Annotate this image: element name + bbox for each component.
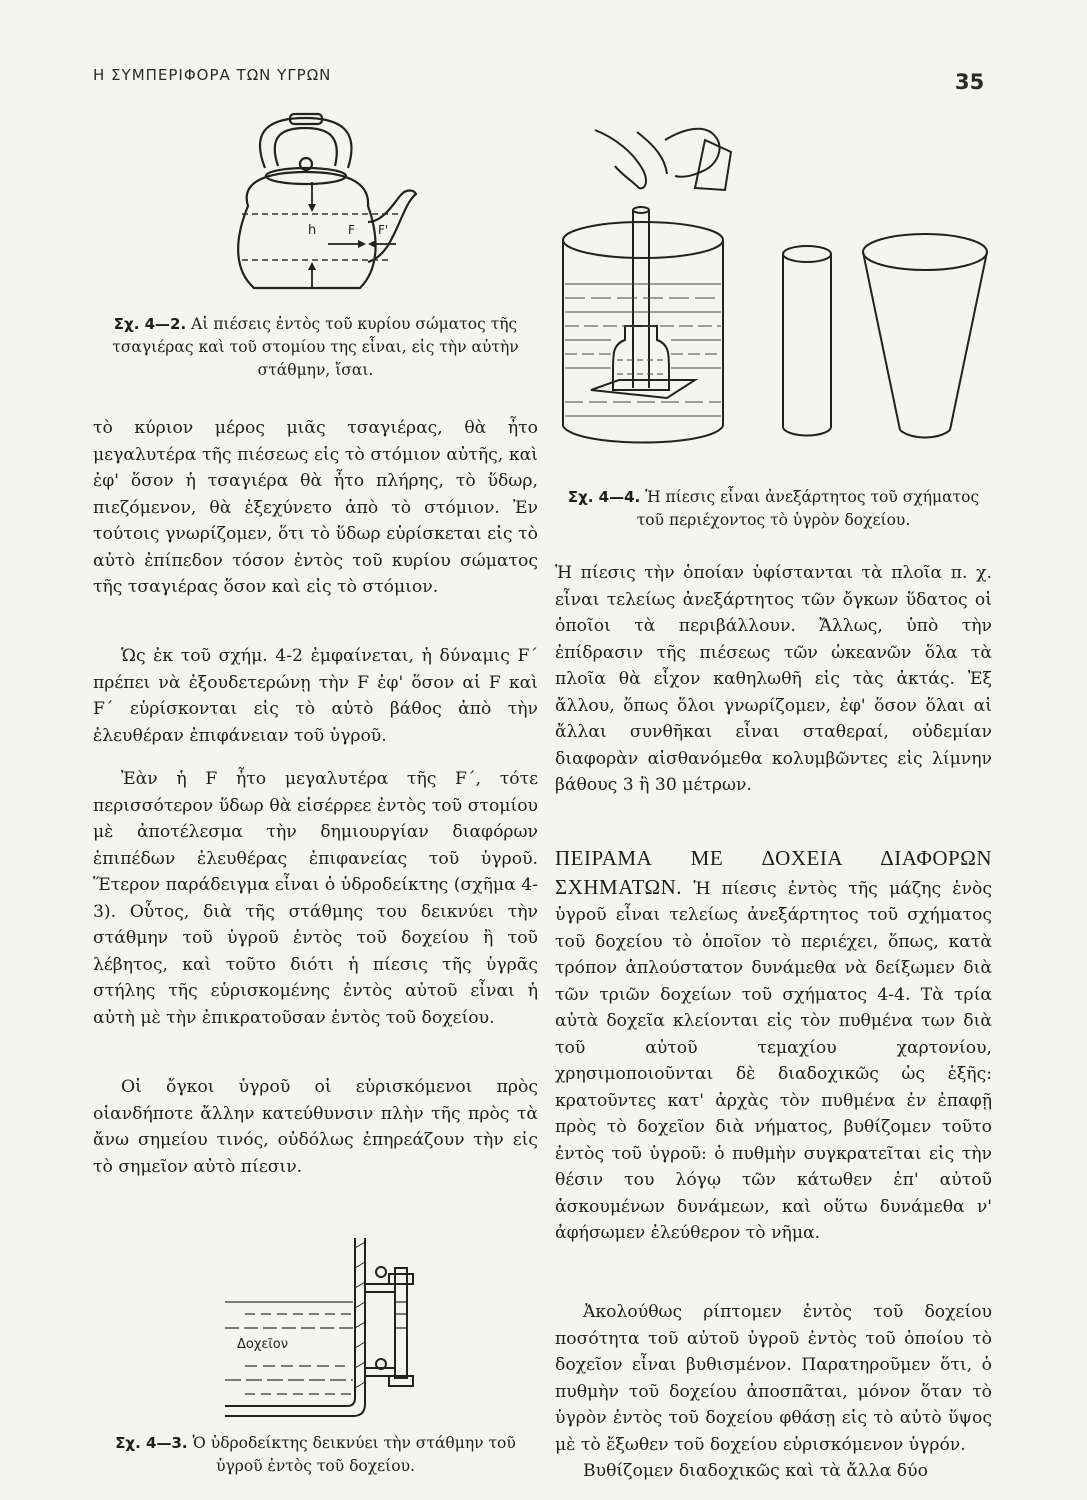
caption-fig-4-2 [93, 313, 538, 382]
caption-fig-4-4-text: Ἡ πίεσις εἶναι ἀνεξάρτητος τοῦ σχήματος τοῦ περιέχοντος τὸ ὑγρὸν δοχείου. [636, 488, 980, 529]
right-paragraph-2: Ἡ πίεσις ἐντὸς τῆς μάζης ἑνὸς ὑγροῦ εἶναι τελείως ἀνεξάρτητος τοῦ σχήματος τοῦ δοχείου τὸ ὁποῖον τὸ περιέχει, ὅπως, κατὰ τρόπον ἁπλούστατον δυνάμεθα νὰ δείξωμεν διὰ τῶν τριῶν δοχείων τοῦ σχήματος 4-4. Τὰ τρία αὐτὰ δοχεῖα κλείονται εἰς τὸν πυθμένα των διὰ τοῦ αὐτοῦ τεμαχίου χαρτονίου, χρησιμοποιοῦνται δὲ διαδοχικῶς ὡς ἑξῆς: κρατοῦντες κατ' ἀρχὰς τὸν πυθμένα ἐν ἐπαφῇ πρὸς τὸ δοχεῖον διὰ νήματος, βυθίζομεν τοῦτο ἐντὸς τοῦ ὑγροῦ: ὁ πυθμὴν συγκρατεῖται εἰς τὴν θέσιν του λόγῳ τῶν κάτωθεν ἐπ' αὐτοῦ ἀσκουμένων δυνάμεων, καὶ οὕτω δυνάμεθα ν' ἀφήσωμεν ἐλεύθερον τὸ νῆμα. [555, 878, 992, 1243]
right-section [555, 845, 992, 1247]
left-paragraph-3: Ἐὰν ἡ F ἦτο μεγαλυτέρα τῆς F΄, τότε περισσότερον ὕδωρ θὰ εἰσέρρεε ἐντὸς τοῦ στομίου μὲ ἀποτέλεσμα τὴν δημιουργίαν διαφόρων ἐπιπέδων ἐλευθέρας ἐπιφανείας τοῦ ὑγροῦ. Ἕτερον παράδειγμα εἶναι ὁ ὑδροδείκτης (σχῆμα 4-3). Οὗτος, διὰ τῆς στάθμης του δεικνύει τὴν στάθμην τοῦ ὑγροῦ ἐντὸς τοῦ δοχείου ἢ τοῦ λέβητος, καὶ τοῦτο διότι ἡ πίεσις τῆς ὑγρᾶς στήλης τῆς εὑρισκομένης ἐντὸς αὐτοῦ εἶναι ἡ αὐτὴ μὲ τὴν ἐπικρατοῦσαν ἐντὸς τοῦ δοχείου. [93, 769, 538, 1028]
caption-fig-4-2-label: Σχ. 4—2. [113, 315, 187, 333]
kettle-label-h: h [308, 223, 317, 238]
right-paragraph-4: Βυθίζομεν διαδοχικῶς καὶ τὰ ἄλλα δύο [583, 1461, 928, 1481]
left-paragraph-1: τὸ κύριον μέρος μιᾶς τσαγιέρας, θὰ ἦτο μεγαλυτέρα τῆς πιέσεως εἰς τὸ στόμιον αὐτῆς, καὶ ἐφ' ὅσον ἡ τσαγιέρα θὰ ἦτο πλήρης, τὸ ὕδωρ, πιεζόμενον, θὰ ἐξεχύνετο ἀπὸ τὸ στόμιον. Ἐν τούτοις γνωρίζομεν, ὅτι τὸ ὕδωρ εὑρίσκεται εἰς τὸ αὐτὸ ἐπίπεδον τόσον ἐντὸς τοῦ κυρίου σώματος τῆς τσαγιέρας ὅσον καὶ εἰς τὸ στόμιον. [93, 418, 538, 597]
water-gauge-figure [215, 1228, 455, 1420]
left-paragraph-2: Ὡς ἐκ τοῦ σχήμ. 4-2 ἐμφαίνεται, ἡ δύναμις F΄ πρέπει νὰ ἐξουδετερώνῃ τὴν F ἐφ' ὅσον αἱ F καὶ F΄ εὑρίσκονται εἰς τὸ αὐτὸ βάθος ἀπὸ τὴν ἐλευθέραν ἐπιφάνειαν τοῦ ὑγροῦ. [93, 646, 538, 746]
page-number: 35 [955, 70, 985, 94]
section-heading: ΠΕΙΡΑΜΑ ΜΕ ΔΟΧΕΙΑ ΔΙΑΦΟΡΩΝ ΣΧΗΜΑΤΩΝ. [555, 846, 992, 899]
caption-fig-4-3 [93, 1432, 538, 1478]
right-paragraph-1: Ἡ πίεσις τὴν ὁποίαν ὑφίστανται τὰ πλοῖα π. χ. εἶναι τελείως ἀνεξάρτητος τῶν ὄγκων ὕδατος οἱ ὁποῖοι τὰ περιβάλλουν. Ἄλλως, ὑπὸ τὴν ἐπίδρασιν τῆς πιέσεως τῶν ὠκεανῶν ὅλα τὰ πλοῖα θὰ εἶχον καθηλωθῆ εἰς τὰς ἀκτάς. Ἐξ ἄλλου, ὅπως ὅλοι γνωρίζομεν, ἐφ' ὅσον ὅλαι αἱ ἄλλαι συνθῆκαι εἶναι σταθεραί, οὐδεμίαν διαφορὰν αἰσθανόμεθα κολυμβῶντες εἰς λίμνην βάθους 3 ἢ 30 μέτρων. [555, 563, 992, 795]
right-paragraph-3: Ἀκολούθως ρίπτομεν ἐντὸς τοῦ δοχείου ποσότητα τοῦ αὐτοῦ ὑγροῦ ἐντὸς τοῦ ὁποίου τὸ δοχεῖον εἶναι βυθισμένον. Παρατηροῦμεν ὅτι, ὁ πυθμὴν τοῦ δοχείου ἀποσπᾶται, μόνον ὅταν τὸ ὑγρὸν ἐντὸς τοῦ δοχείου φθάσῃ εἰς τὸ αὐτὸ ὕψος μὲ τὸ ἔξωθεν τοῦ δοχείου εὑρισκόμενον ὑγρόν. [555, 1302, 992, 1455]
caption-fig-4-4 [555, 486, 992, 532]
water-gauge-label-vessel: Δοχεῖον [237, 1337, 288, 1352]
containers-figure [555, 118, 995, 458]
caption-fig-4-3-text: Ὁ ὑδροδείκτης δεικνύει τὴν στάθμην τοῦ ὑγροῦ ἐντὸς τοῦ δοχείου. [192, 1434, 516, 1475]
left-paragraph-4: Οἱ ὄγκοι ὑγροῦ οἱ εὑρισκόμενοι πρὸς οἱανδήποτε ἄλλην κατεύθυνσιν πλὴν τῆς πρὸς τὰ ἄνω σημείου τινός, οὐδόλως ἐπηρεάζουν τὴν εἰς τὸ σημεῖον αὐτὸ πίεσιν. [93, 1077, 538, 1177]
caption-fig-4-4-label: Σχ. 4—4. [567, 488, 641, 506]
running-title: Η ΣΥΜΠΕΡΙΦΟΡΑ ΤΩΝ ΥΓΡΩΝ [93, 66, 332, 84]
kettle-label-f: F [348, 223, 355, 237]
kettle-label-f-prime: F' [378, 223, 389, 237]
caption-fig-4-2-text: Αἱ πιέσεις ἐντὸς τοῦ κυρίου σώματος τῆς τσαγιέρας καὶ τοῦ στομίου της εἶναι, εἰς τὴν αὐτὴν στάθμην, ἴσαι. [112, 315, 519, 379]
caption-fig-4-3-label: Σχ. 4—3. [115, 1434, 188, 1452]
kettle-figure [210, 110, 440, 300]
